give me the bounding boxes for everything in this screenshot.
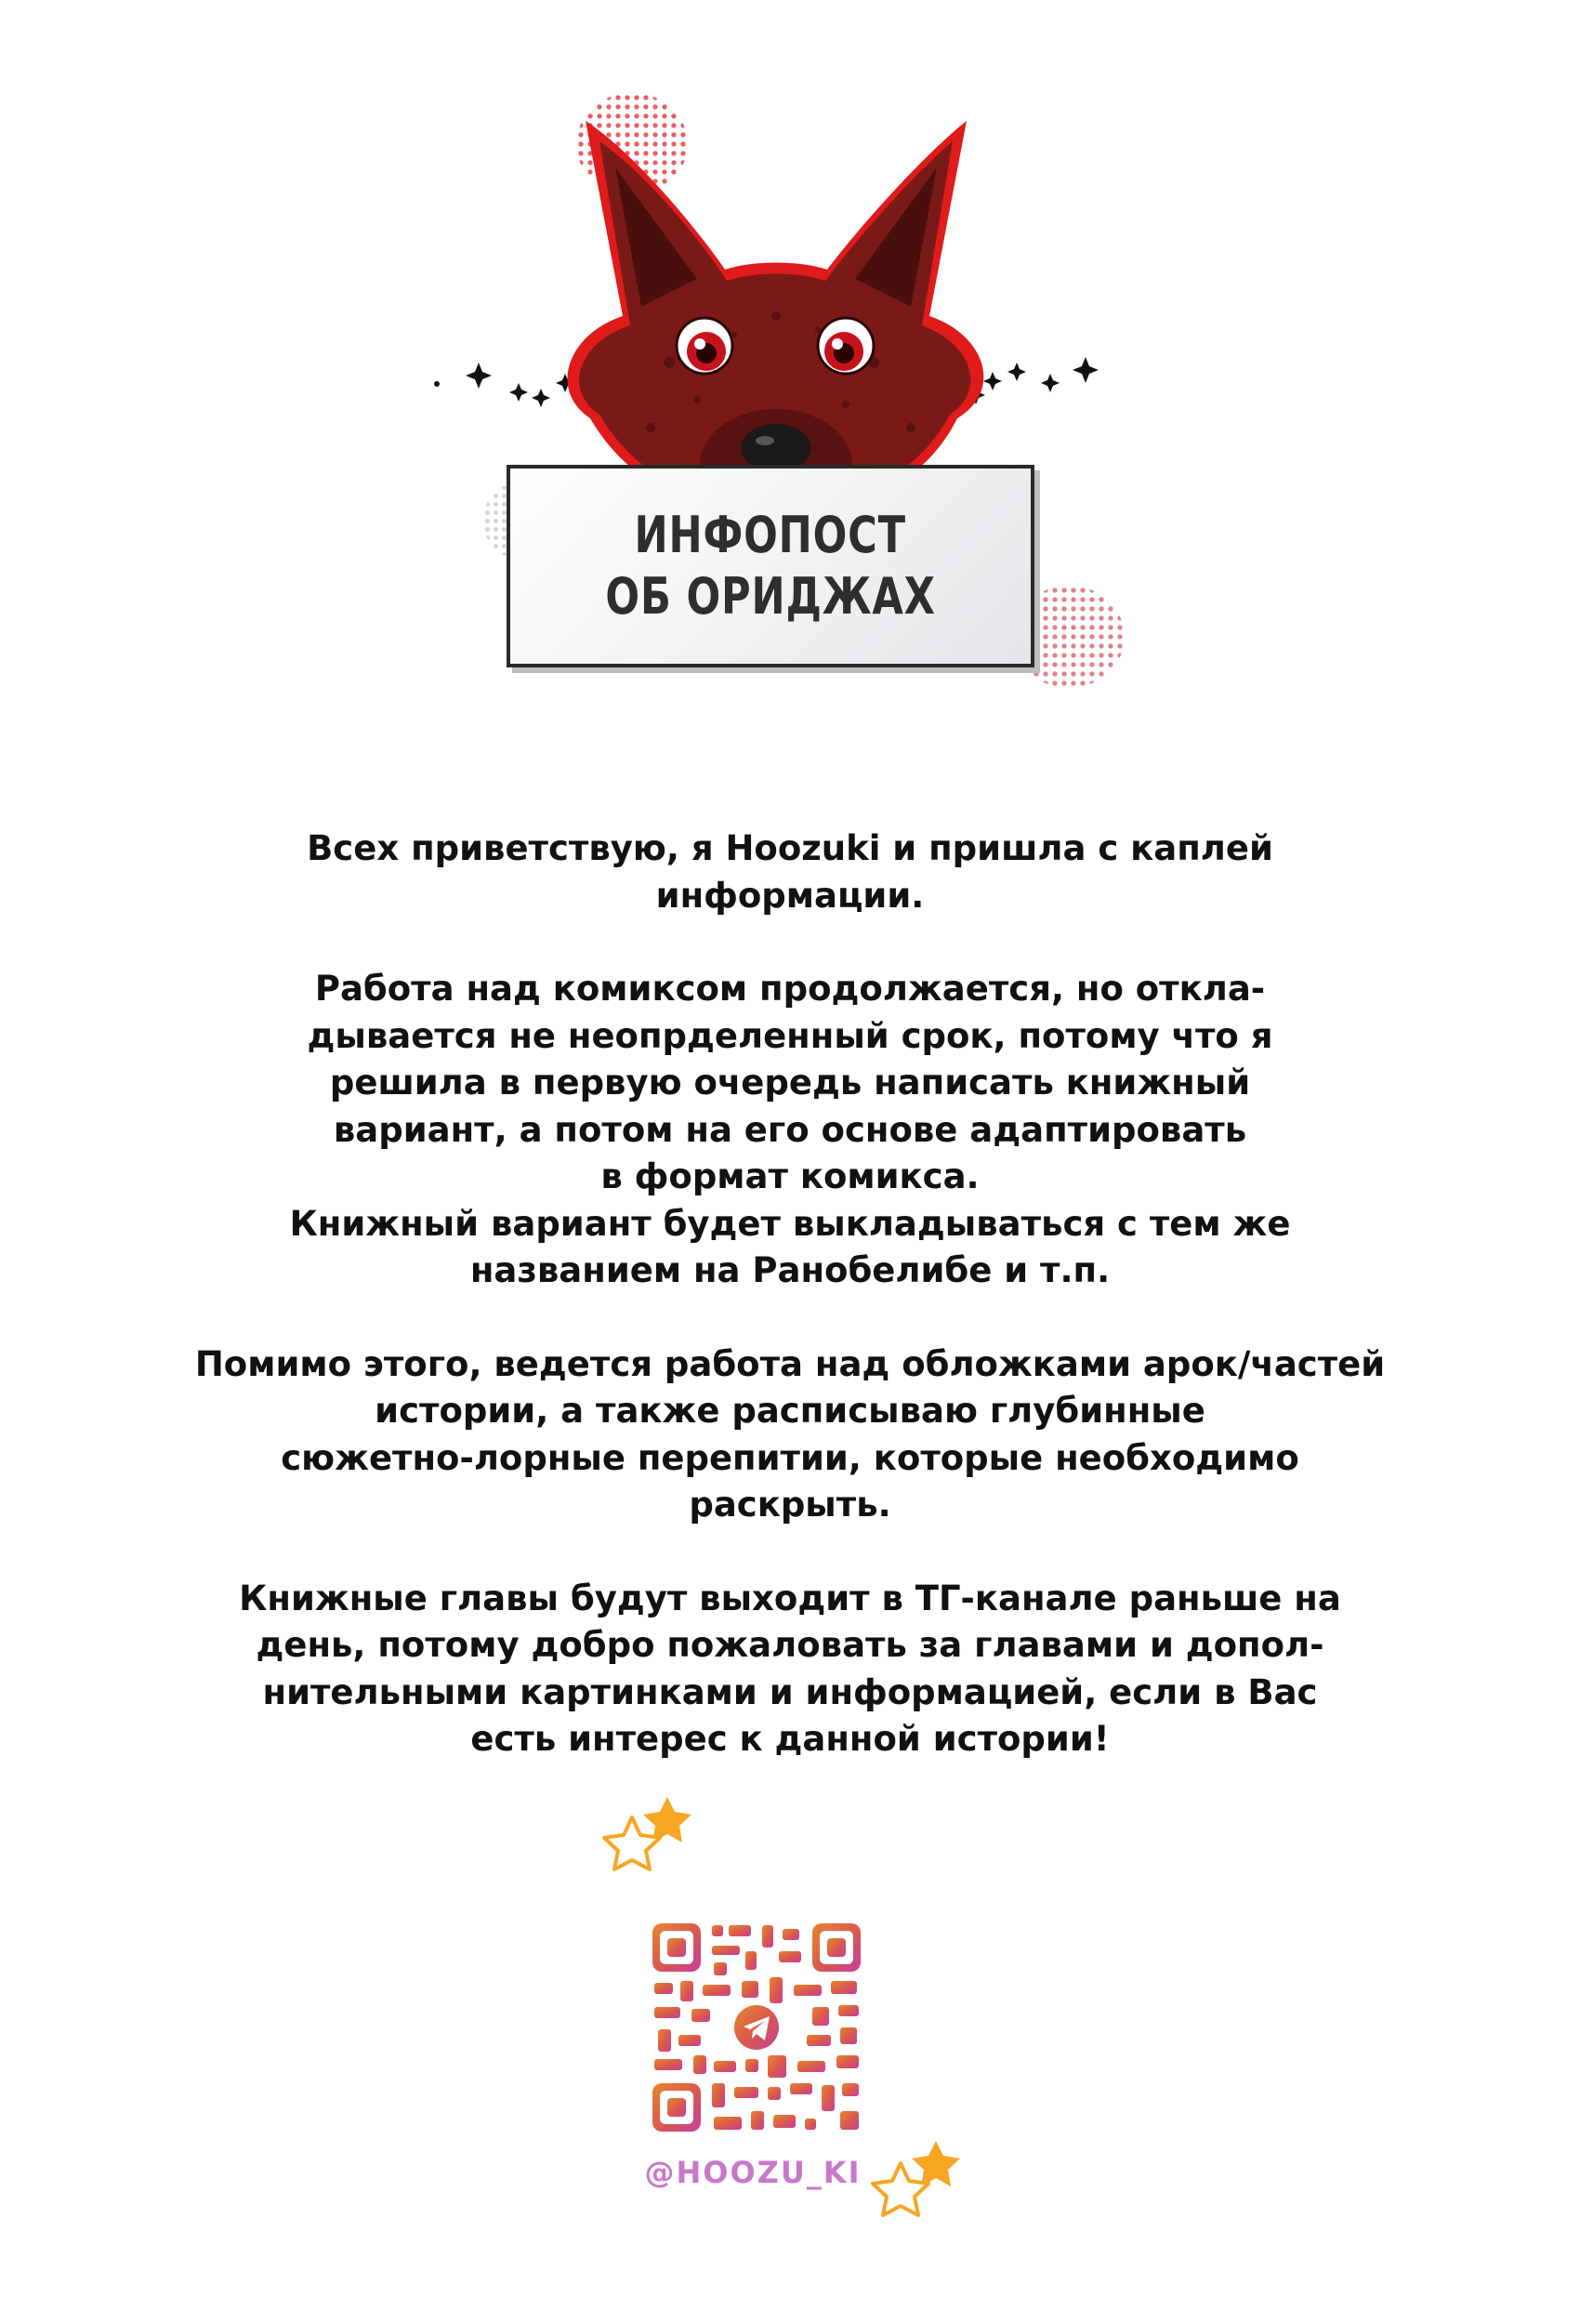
text-line: Всех приветствую, я Hoozuki и пришла с каплей (307, 828, 1273, 868)
text-line: день, потому добро пожаловать за главами и допол- (256, 1625, 1324, 1665)
text-line: есть интерес к данной истории! (470, 1719, 1110, 1759)
text-line: дывается не неопрделенный срок, потому что я (307, 1015, 1273, 1056)
text-line: в формат комикса. (600, 1156, 980, 1196)
title-sign (507, 465, 1034, 667)
paragraph-covers-work (139, 1341, 1441, 1529)
paragraph-comic-status (139, 966, 1441, 1295)
text-line: Работа над комиксом продолжается, но откла- (314, 969, 1266, 1009)
sign-title-line-2: ОБ ОРИДЖАХ (605, 567, 936, 626)
text-line: нительными картинками и информацией, если в Вас (262, 1671, 1318, 1712)
text-line: Книжные главы будут выходит в ТГ-канале раньше на (239, 1578, 1341, 1618)
text-line: решила в первую очередь написать книжный (329, 1063, 1251, 1103)
telegram-qr-code[interactable] (649, 1920, 864, 2135)
text-line: информации. (655, 875, 925, 916)
text-line: названием на Ранобелибе и т.п. (469, 1250, 1111, 1290)
announcement-text (139, 825, 1441, 1810)
paragraph-telegram-channel (139, 1576, 1441, 1763)
star-icon (860, 2133, 971, 2226)
telegram-handle[interactable]: @HOOZU_KI (644, 2155, 862, 2190)
header-illustration (409, 84, 1115, 716)
star-icon (595, 1789, 706, 1882)
text-line: Помимо этого, ведется работа над обложками арок/частей (194, 1343, 1386, 1384)
text-line: сюжетно-лорные перепитии, которые необходимо (281, 1437, 1299, 1478)
text-line: вариант, а потом на его основе адаптировать (333, 1109, 1247, 1150)
qr-code-icon (649, 1920, 864, 2135)
text-line: истории, а также расписываю глубинные (375, 1391, 1205, 1431)
paragraph-greeting (139, 825, 1441, 919)
text-line: Книжный вариант будет выкладываться с тем же (289, 1203, 1291, 1244)
sign-title-line-1: ИНФОПОСТ (634, 506, 907, 564)
text-line: раскрыть. (689, 1485, 891, 1525)
